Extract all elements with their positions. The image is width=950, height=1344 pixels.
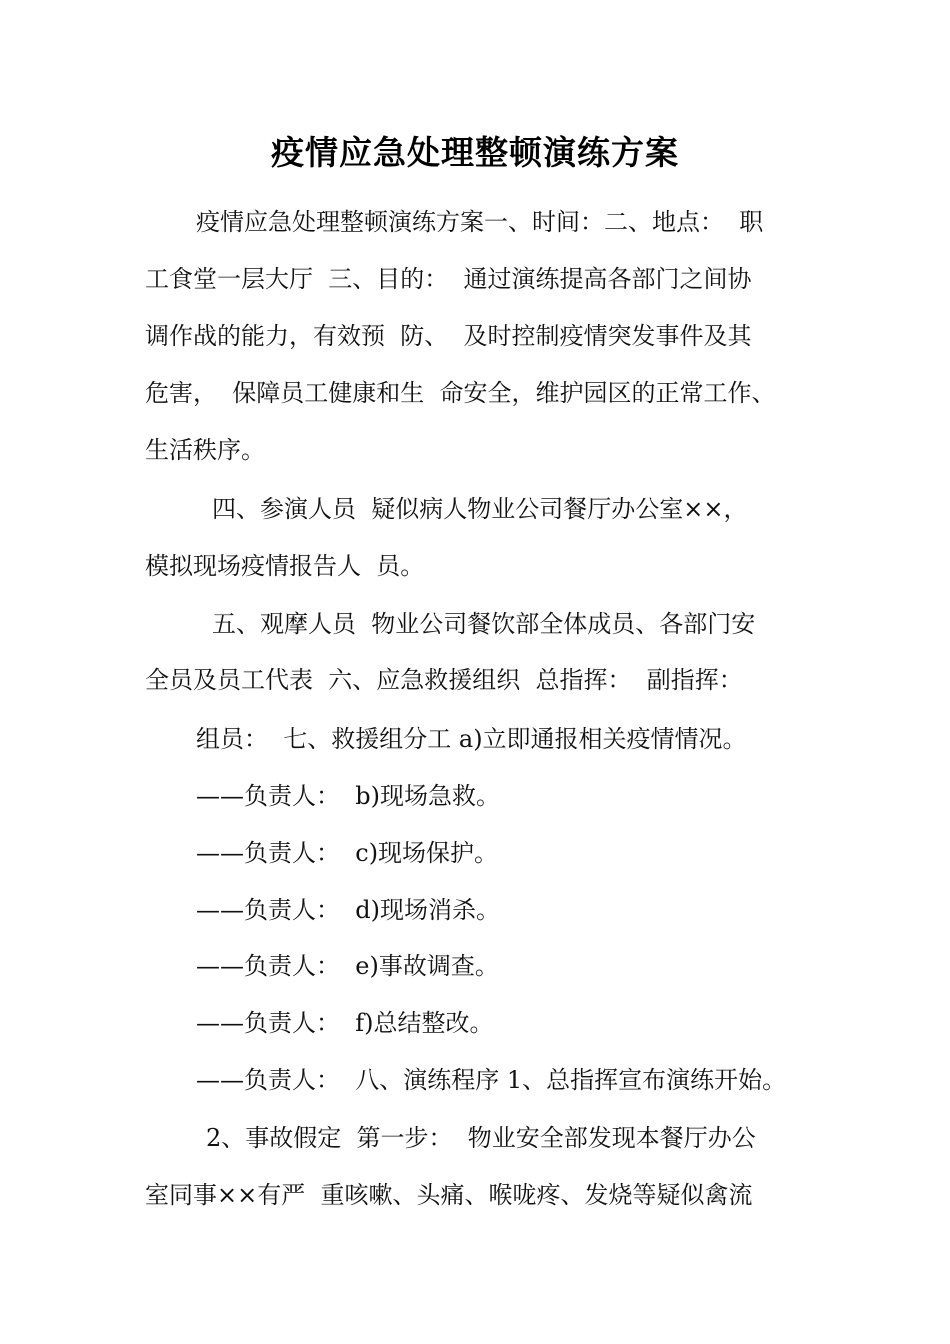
paragraph-line: ——负责人： 八、演练程序 1、总指挥宣布演练开始。 [196,1066,787,1094]
paragraph-line: 五、观摩人员 物业公司餐饮部全体成员、各部门安 [212,610,756,638]
paragraph-line: 危害， 保障员工健康和生 命安全，维护园区的正常工作、 [145,379,776,407]
paragraph-line: 工食堂一层大厅 三、目的： 通过演练提高各部门之间协 [145,265,752,293]
paragraph-line: 室同事××有严 重咳嗽、头痛、喉咙疼、发烧等疑似禽流 [145,1181,753,1209]
paragraph-line: 生活秩序。 [145,436,265,464]
paragraph-line: ——负责人： b)现场急救。 [196,782,500,810]
paragraph-line: 组员： 七、救援组分工 a)立即通报相关疫情情况。 [196,725,747,753]
document-title: 疫情应急处理整顿演练方案 [271,133,679,172]
paragraph-line: 疫情应急处理整顿演练方案一、时间：二、地点： 职 [196,208,764,236]
paragraph-line: 全员及员工代表 六、应急救援组织 总指挥： 副指挥： [145,666,743,694]
paragraph-line: 调作战的能力，有效预 防、 及时控制疫情突发事件及其 [145,322,752,350]
paragraph-line: 模拟现场疫情报告人 员。 [145,552,425,580]
paragraph-line: 四、参演人员 疑似病人物业公司餐厅办公室××， [212,495,748,523]
paragraph-line: ——负责人： e)事故调查。 [196,952,499,980]
paragraph-line: ——负责人： d)现场消杀。 [196,896,500,924]
paragraph-line: ——负责人： c)现场保护。 [196,839,499,867]
paragraph-line: 2、事故假定 第一步： 物业安全部发现本餐厅办公 [206,1124,756,1152]
paragraph-line: ——负责人： f)总结整改。 [196,1009,494,1037]
